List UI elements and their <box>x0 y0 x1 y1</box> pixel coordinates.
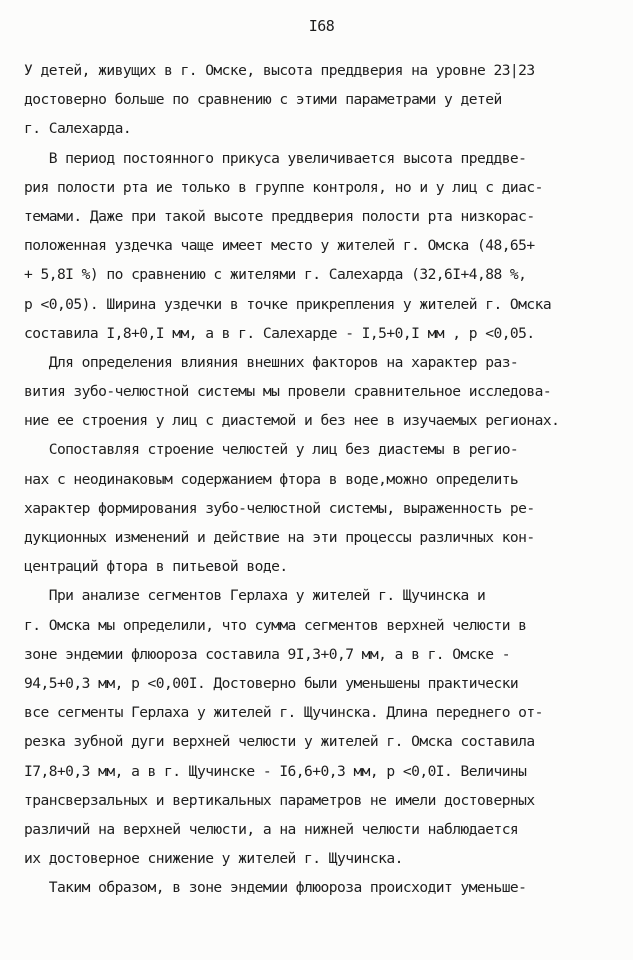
text-line: У детей, живущих в г. Омске, высота преддверия на уровне 23|23 <box>24 62 535 79</box>
text-line: составила I,8+0,I мм, а в г. Салехарде - I,5+0,I мм , р <0,05. <box>24 324 535 342</box>
text-line: нах с неодинаковым содержанием фтора в воде,можно определить <box>24 470 519 488</box>
text-line: центраций фтора в питьевой воде. <box>24 558 288 576</box>
text-line: I7,8+0,3 мм, а в г. Щучинске - I6,6+0,3 мм, р <0,0I. Величины <box>24 762 527 780</box>
text-line: различий на верхней челюсти, а на нижней челюсти наблюдается <box>24 820 519 838</box>
text-line: ние ее строения у лиц с диастемой и без нее в изучаемых регионах. <box>24 412 560 430</box>
text-line: все сегменты Герлаха у жителей г. Щучинска. Длина переднего от- <box>24 704 543 722</box>
paragraph-start-line: В период постоянного прикуса увеличивается высота преддве- <box>24 149 527 167</box>
body-text <box>24 56 624 902</box>
text-line: г. Омска мы определили, что сумма сегментов верхней челюсти в <box>24 616 527 634</box>
page-number: I68 <box>308 17 335 35</box>
paragraph-start-line: Для определения влияния внешних факторов на характер раз- <box>24 353 519 371</box>
text-line: + 5,8I %) по сравнению с жителями г. Салехарда (32,6I+4,88 %, <box>24 266 527 284</box>
text-line: характер формирования зубо-челюстной системы, выраженность ре- <box>24 499 535 517</box>
text-line: положенная уздечка чаще имеет место у жителей г. Омска (48,65+ <box>24 237 535 255</box>
text-line: дукционных изменений и действие на эти процессы различных кон- <box>24 529 535 546</box>
paragraph-start-line: При анализе сегментов Герлаха у жителей г. Щучинска и <box>24 587 486 605</box>
text-line: их достоверное снижение у жителей г. Щучинска. <box>24 850 403 868</box>
text-line: трансверзальных и вертикальных параметров не имели достоверных <box>24 791 535 809</box>
paragraph-start-line: Сопоставляя строение челюстей у лиц без диастемы в регио- <box>24 441 519 459</box>
text-line: вития зубо-челюстной системы мы провели сравнительное исследова- <box>24 383 552 401</box>
text-line: резка зубной дуги верхней челюсти у жителей г. Омска составила <box>24 733 535 751</box>
paragraph-start-line: Таким образом, в зоне эндемии флюороза происходит уменьше- <box>24 879 527 897</box>
text-line: 94,5+0,3 мм, р <0,00I. Достоверно были уменьшены практически <box>24 674 519 692</box>
text-line: г. Салехарда. <box>24 120 132 138</box>
text-line: достоверно больше по сравнению с этими параметрами у детей <box>24 91 502 109</box>
text-line: рия полости рта ие только в группе контроля, но и у лиц с диас- <box>24 178 543 196</box>
text-line: темами. Даже при такой высоте преддверия полости рта низкорас- <box>24 207 535 225</box>
text-line: р <0,05). Ширина уздечки в точке прикрепления у жителей г. Омска <box>24 295 552 313</box>
text-line: зоне эндемии флюороза составила 9I,3+0,7 мм, а в г. Омске - <box>24 645 510 663</box>
